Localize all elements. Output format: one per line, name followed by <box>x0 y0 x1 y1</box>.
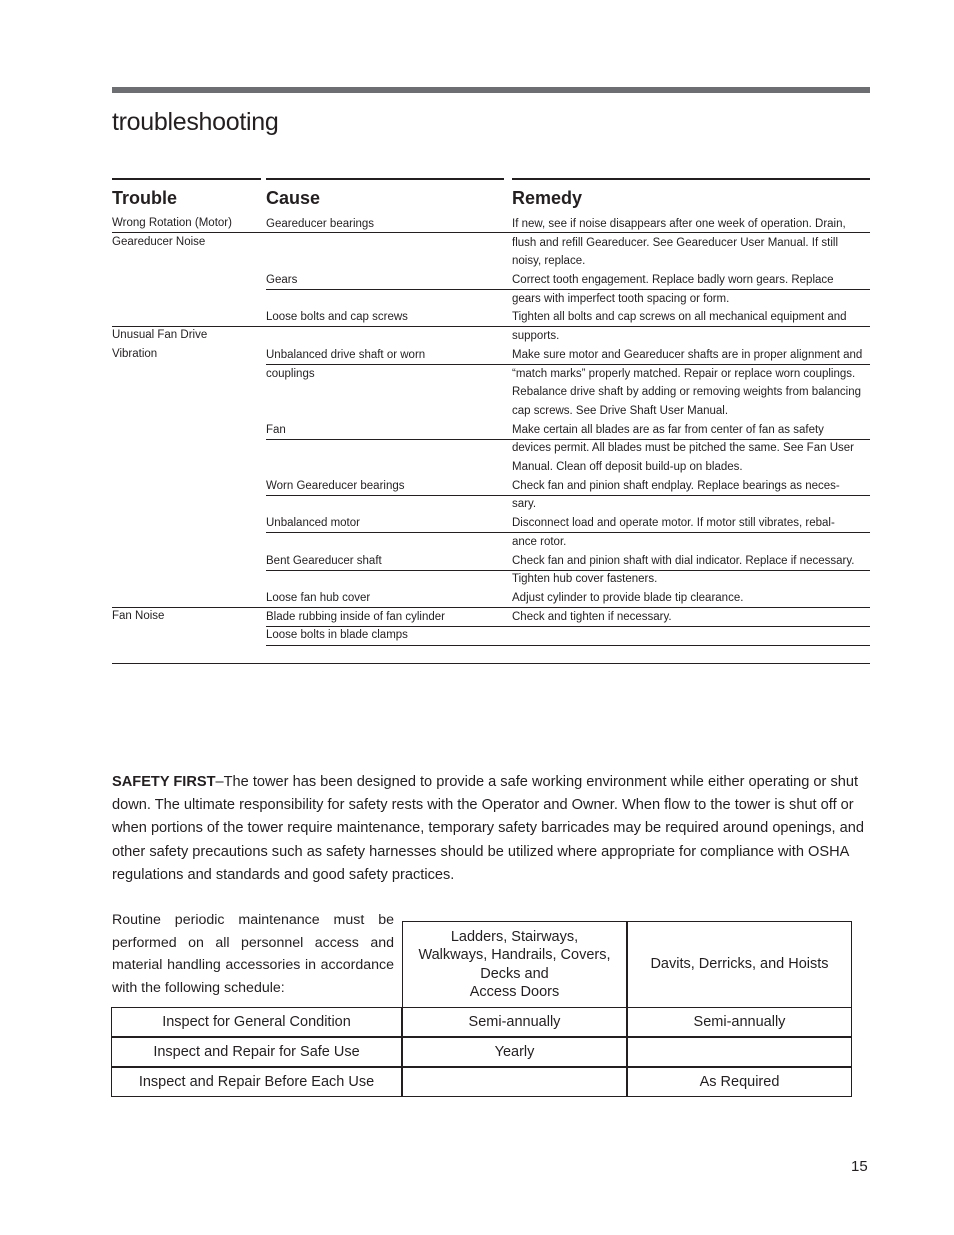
safety-text: –The tower has been designed to provide a safe working environment while either operating or shut down. The ultimate responsibility for safety rests with the Operator and Owner. When flow to the tower is shut off or when portions of the tower require maintenance, temporary safety barricades may be required around openings, and other safety precautions such as safety harnesses should be utilized where appropriate for compliance with OSHA regulations and standards and good safety practices. <box>112 774 865 883</box>
safety-paragraph <box>112 771 872 887</box>
remedy-cell: cap screws. See Drive Shaft User Manual. <box>512 405 729 417</box>
header-rule-remedy <box>512 178 870 180</box>
schedule-header-access <box>402 921 627 1008</box>
column-header-remedy: Remedy <box>512 188 583 208</box>
schedule-header-davits: Davits, Derricks, and Hoists <box>627 921 852 1008</box>
header-line: Decks and <box>480 965 549 982</box>
page-number: 15 <box>851 1158 868 1175</box>
cause-cell: Worn Geareducer bearings <box>266 480 405 492</box>
remedy-cell: devices permit. All blades must be pitched the same. See Fan User <box>512 442 854 454</box>
remedy-cell: “match marks” properly matched. Repair or replace worn couplings. <box>512 368 856 380</box>
row-rule <box>112 232 870 233</box>
remedy-cell: Make sure motor and Geareducer shafts are in proper alignment and <box>512 349 863 361</box>
cause-cell: Loose bolts in blade clamps <box>266 629 408 641</box>
remedy-cell: ance rotor. <box>512 536 567 548</box>
remedy-cell: flush and refill Geareducer. See Geareducer User Manual. If still <box>512 237 838 249</box>
remedy-cell: Tighten all bolts and cap screws on all mechanical equipment and <box>512 311 847 323</box>
row-rule <box>266 289 870 290</box>
row-rule <box>266 495 870 496</box>
remedy-cell: Check and tighten if necessary. <box>512 611 672 623</box>
row-rule <box>266 645 870 646</box>
remedy-cell: supports. <box>512 330 560 342</box>
row-rule <box>112 326 870 327</box>
trouble-cell: Geareducer Noise <box>112 236 206 248</box>
cause-cell: Loose bolts and cap screws <box>266 311 408 323</box>
remedy-cell: If new, see if noise disappears after one week of operation. Drain, <box>512 218 846 230</box>
schedule-row-label: Inspect and Repair Before Each Use <box>111 1067 402 1097</box>
remedy-cell: Tighten hub cover fasteners. <box>512 573 658 585</box>
cause-cell: Loose fan hub cover <box>266 592 371 604</box>
remedy-cell: Manual. Clean off deposit build-up on blades. <box>512 461 743 473</box>
trouble-cell: Wrong Rotation (Motor) <box>112 217 232 229</box>
schedule-cell: Semi-annually <box>402 1007 627 1037</box>
cause-cell: Fan <box>266 424 286 436</box>
trouble-cell: Fan Noise <box>112 610 165 622</box>
schedule-cell: Yearly <box>402 1037 627 1067</box>
maintenance-intro: Routine periodic maintenance must be performed on all personnel access and material handling accessories in accordance with the following schedule: <box>112 912 394 996</box>
cause-cell: Unbalanced drive shaft or worn <box>266 349 426 361</box>
cause-cell: Blade rubbing inside of fan cylinder <box>266 611 446 623</box>
header-rule-trouble <box>112 178 261 180</box>
remedy-cell: sary. <box>512 498 537 510</box>
remedy-cell: Rebalance drive shaft by adding or removing weights from balancing <box>512 386 862 398</box>
cause-cell: couplings <box>266 368 315 380</box>
safety-lead: SAFETY FIRST <box>112 774 216 790</box>
schedule-row-label: Inspect and Repair for Safe Use <box>111 1037 402 1067</box>
remedy-cell: Make certain all blades are as far from center of fan as safety <box>512 424 824 436</box>
row-rule <box>266 570 870 571</box>
row-rule <box>266 439 870 440</box>
trouble-cell: Vibration <box>112 348 158 360</box>
table-bottom-rule <box>112 663 870 664</box>
row-rule <box>266 532 870 533</box>
header-line: Ladders, Stairways, <box>450 928 579 945</box>
header-rule-cause <box>266 178 504 180</box>
cause-cell: Bent Geareducer shaft <box>266 555 382 567</box>
remedy-cell: Check fan and pinion shaft with dial indicator. Replace if necessary. <box>512 555 855 567</box>
cause-cell: Gears <box>266 274 298 286</box>
remedy-cell: gears with imperfect tooth spacing or form. <box>512 293 730 305</box>
schedule-cell: Semi-annually <box>627 1007 852 1037</box>
header-rule <box>112 87 870 93</box>
page-title: troubleshooting <box>112 108 279 136</box>
remedy-cell: Disconnect load and operate motor. If motor still vibrates, rebal- <box>512 517 835 529</box>
schedule-row-label: Inspect for General Condition <box>111 1007 402 1037</box>
remedy-cell: noisy, replace. <box>512 255 586 267</box>
column-header-cause: Cause <box>266 188 321 208</box>
header-line: Walkways, Handrails, Covers, <box>418 947 611 963</box>
schedule-cell <box>402 1067 627 1097</box>
column-header-trouble: Trouble <box>112 188 178 208</box>
schedule-cell <box>627 1037 852 1067</box>
cause-cell: Unbalanced motor <box>266 517 360 529</box>
header-line: Access Doors <box>469 984 560 1000</box>
row-rule <box>266 364 870 365</box>
trouble-cell: Unusual Fan Drive <box>112 329 208 341</box>
cause-cell: Geareducer bearings <box>266 218 375 230</box>
remedy-cell: Correct tooth engagement. Replace badly worn gears. Replace <box>512 274 834 286</box>
row-rule <box>266 626 870 627</box>
schedule-cell: As Required <box>627 1067 852 1097</box>
row-rule <box>112 607 870 608</box>
remedy-cell: Check fan and pinion shaft endplay. Replace bearings as neces- <box>512 480 840 492</box>
remedy-cell: Adjust cylinder to provide blade tip clearance. <box>512 592 744 604</box>
